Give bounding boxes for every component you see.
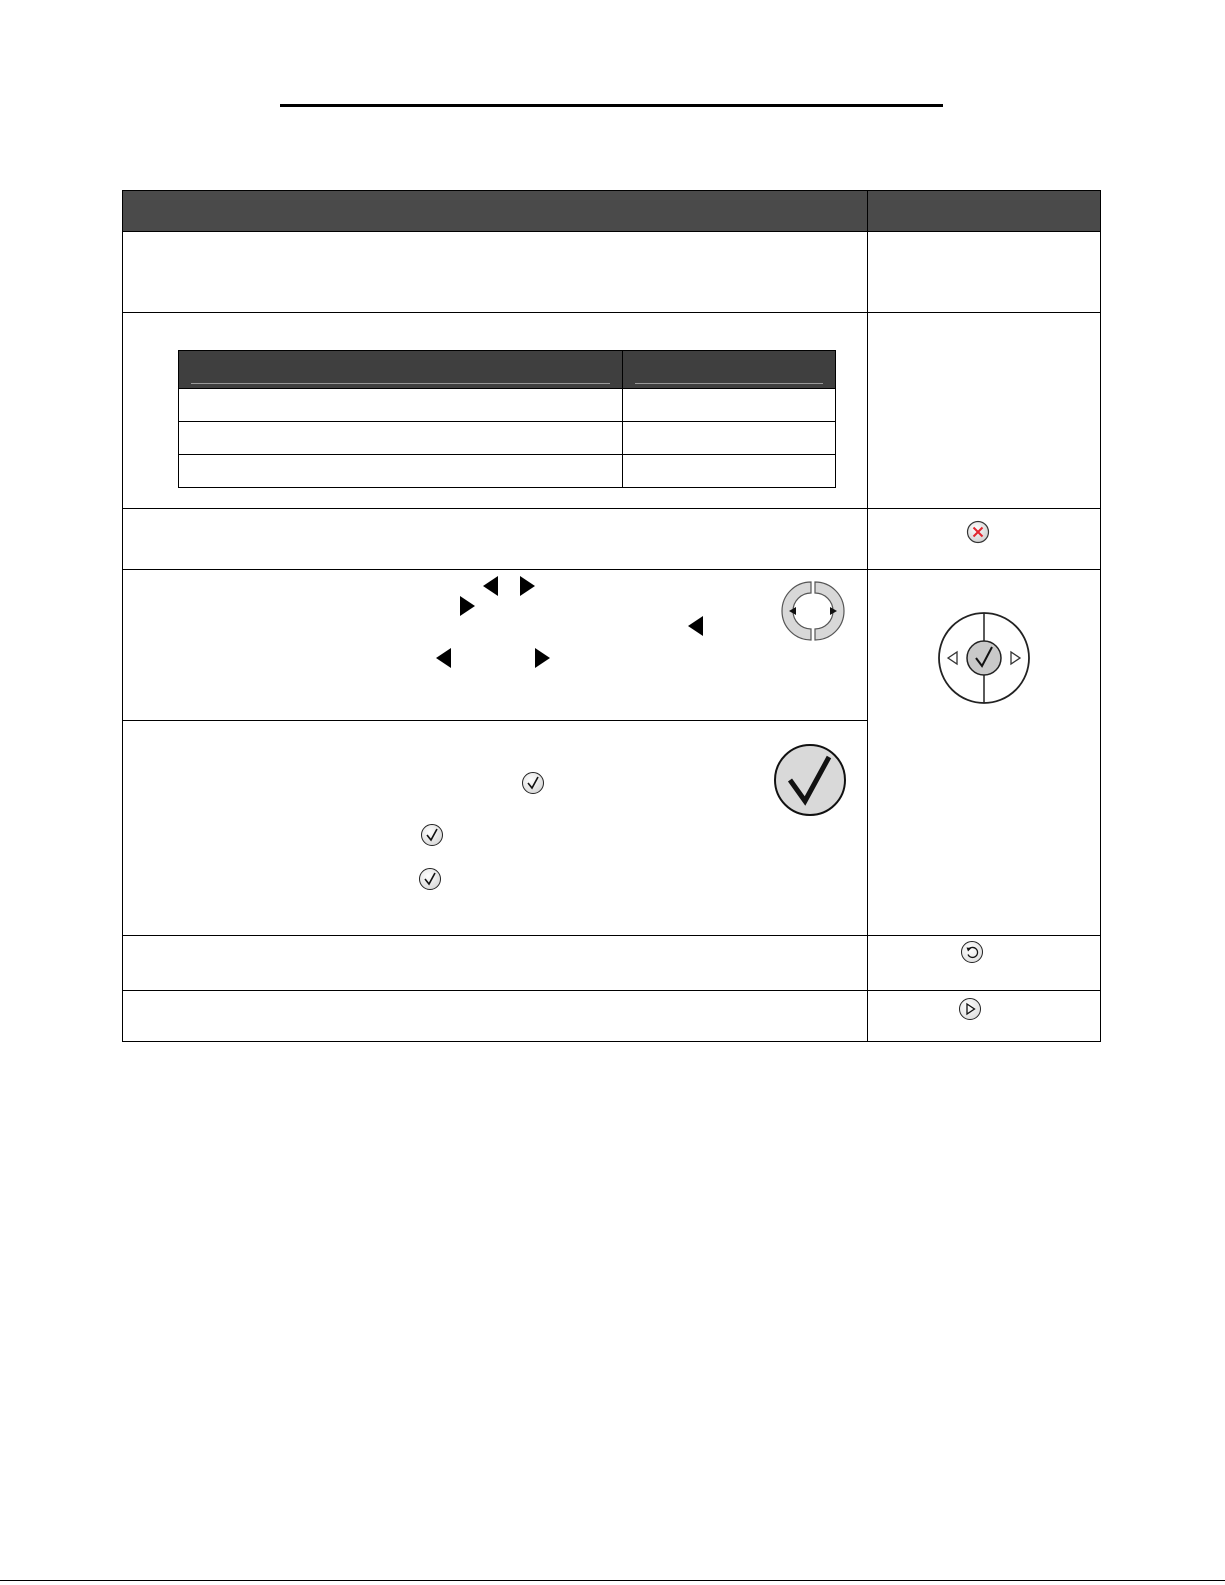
- page-title-rule: [280, 104, 943, 107]
- right-arrow-icon: [535, 648, 550, 668]
- inner-header-row: [179, 351, 836, 389]
- select-check-large-icon: [773, 743, 847, 817]
- description-cell: [123, 313, 868, 509]
- table-row-display: [123, 232, 1101, 313]
- table-row-stop: [123, 509, 1101, 570]
- description-cell: [123, 721, 868, 936]
- go-button-icon[interactable]: [959, 998, 981, 1020]
- table-row-navigation: [123, 570, 1101, 721]
- button-cell: [868, 509, 1101, 570]
- description-cell: [123, 232, 868, 313]
- inner-table-row: [179, 455, 836, 488]
- table-header-row: [123, 191, 1101, 232]
- header-cell-description: [123, 191, 868, 232]
- description-cell: [123, 509, 868, 570]
- inner-header-cell-meaning: [623, 351, 836, 389]
- button-cell: [868, 313, 1101, 509]
- header-cell-button: [868, 191, 1101, 232]
- select-check-icon: [419, 868, 441, 890]
- select-check-icon: [522, 772, 544, 794]
- right-arrow-icon: [520, 576, 535, 596]
- navigation-arrows-pad-icon: [781, 578, 845, 644]
- page-footer-rule: [0, 1580, 1225, 1581]
- back-button-icon[interactable]: [961, 941, 983, 963]
- right-arrow-icon: [460, 596, 475, 616]
- button-cell: [868, 936, 1101, 991]
- table-row-go: [123, 991, 1101, 1042]
- description-cell: [123, 936, 868, 991]
- inner-table-row: [179, 389, 836, 422]
- button-cell: [868, 232, 1101, 313]
- stop-button-x-icon[interactable]: [966, 520, 990, 544]
- button-cell-navigation: [868, 570, 1101, 936]
- navigation-pad-icon[interactable]: [937, 611, 1031, 705]
- description-cell: [123, 570, 868, 721]
- left-arrow-icon: [436, 648, 451, 668]
- left-arrow-icon: [483, 576, 498, 596]
- inner-header-cell-status: [179, 351, 623, 389]
- table-row-back: [123, 936, 1101, 991]
- select-check-icon: [421, 824, 443, 846]
- table-row-indicator-light: [123, 313, 1101, 509]
- left-arrow-icon: [688, 616, 703, 636]
- description-cell: [123, 991, 868, 1042]
- control-panel-table: [122, 190, 1101, 1042]
- button-cell: [868, 991, 1101, 1042]
- indicator-light-table: [178, 350, 836, 488]
- inner-table-row: [179, 422, 836, 455]
